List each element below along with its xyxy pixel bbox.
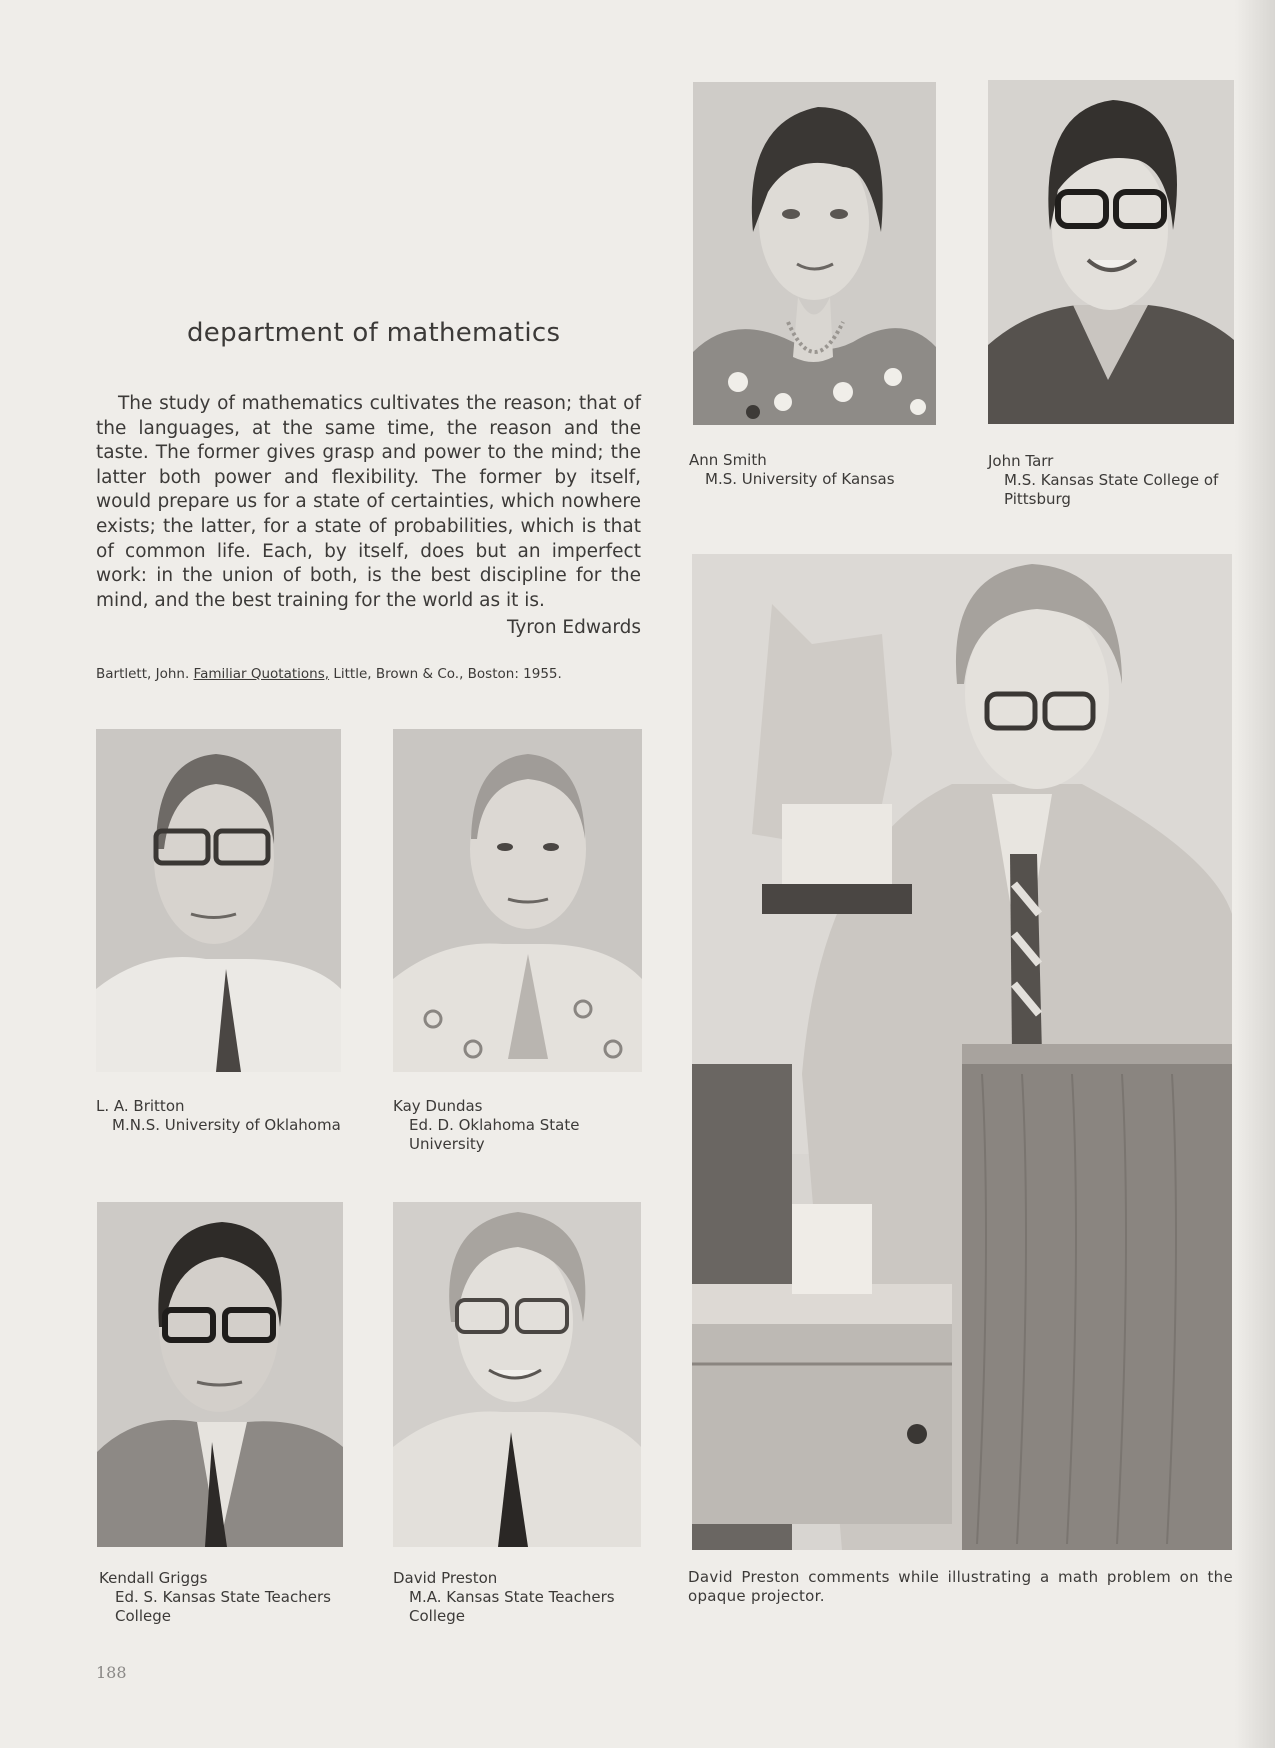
- caption-kendall-griggs: [99, 1569, 359, 1626]
- faculty-degree: M.A. Kansas State Teachers College: [409, 1588, 615, 1625]
- faculty-name: Kendall Griggs: [99, 1569, 208, 1587]
- caption-la-britton: [96, 1097, 356, 1135]
- faculty-name: John Tarr: [988, 452, 1054, 470]
- quote-author: Tyron Edwards: [506, 617, 641, 638]
- portrait-john-tarr: [988, 80, 1234, 424]
- portrait-kendall-griggs: [97, 1202, 343, 1547]
- faculty-degree: M.N.S. University of Oklahoma: [112, 1116, 341, 1134]
- faculty-degree: M.S. Kansas State College of Pittsburg: [1004, 471, 1219, 508]
- faculty-degree: M.S. University of Kansas: [705, 470, 895, 488]
- page-title: department of mathematics: [187, 318, 561, 348]
- faculty-name: David Preston: [393, 1569, 498, 1587]
- caption-john-tarr: [988, 452, 1238, 509]
- caption-ann-smith: [689, 451, 929, 489]
- citation-title: Familiar Quotations,: [193, 666, 330, 682]
- citation: [96, 666, 562, 682]
- caption-kay-dundas: [393, 1097, 613, 1154]
- faculty-name: Ann Smith: [689, 451, 767, 469]
- photo-david-preston-projector: [692, 554, 1232, 1550]
- portrait-david-preston: [393, 1202, 641, 1547]
- page-number: 188: [96, 1663, 127, 1682]
- caption-david-preston: [393, 1569, 643, 1626]
- page-edge-shadow: [1235, 0, 1275, 1748]
- photo-caption: David Preston comments while illustrating a math problem on the opaque projector.: [688, 1568, 1233, 1605]
- citation-suffix: Little, Brown & Co., Boston: 1955.: [329, 666, 562, 682]
- faculty-name: L. A. Britton: [96, 1097, 185, 1115]
- quote-text: The study of mathematics cultivates the reason; that of the languages, at the same time, the reason and the taste. The former gives grasp and power to the mind; the latter both power and flexibility. The former by itself, would prepare us for a state of certainties, which nowhere exists; the latter, for a state of probabilities, which is that of common life. Each, by itself, does but an imperfect work: in the union of both, is the best discipline for the mind, and the best training for the world as it is.: [96, 393, 641, 611]
- faculty-degree: Ed. S. Kansas State Teachers College: [115, 1588, 331, 1625]
- portrait-kay-dundas: [393, 729, 642, 1072]
- portrait-ann-smith: [693, 82, 936, 425]
- faculty-degree: Ed. D. Oklahoma State University: [409, 1116, 580, 1153]
- portrait-la-britton: [96, 729, 341, 1072]
- citation-prefix: Bartlett, John.: [96, 666, 194, 682]
- faculty-name: Kay Dundas: [393, 1097, 483, 1115]
